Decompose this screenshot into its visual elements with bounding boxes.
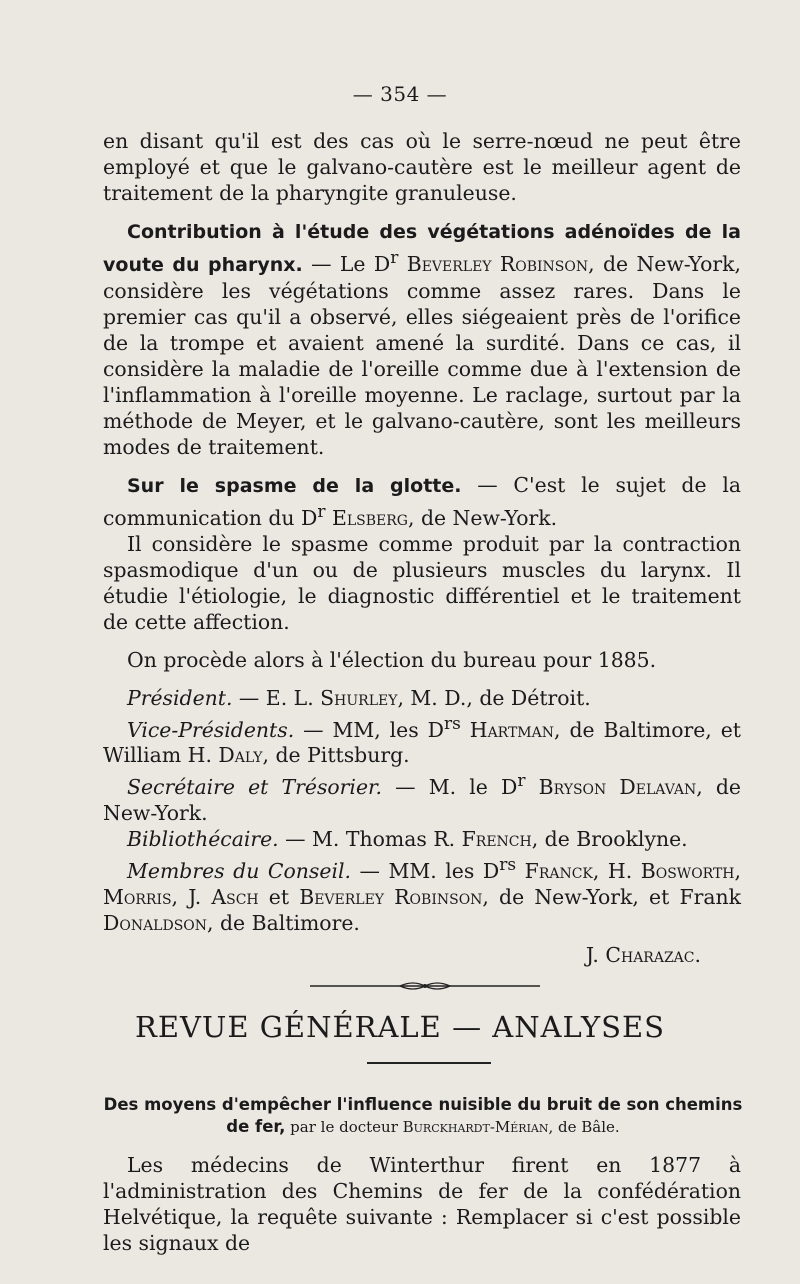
spasme-text-a: — C'est le sujet de la communication du D — [103, 472, 741, 530]
conseil-names3: Donaldson, — [103, 910, 214, 935]
paragraph-spasme — [103, 472, 741, 531]
paragraph-election: On procède alors à l'élection du bureau pour 1885. — [127, 647, 657, 672]
conseil-text-b: et — [258, 884, 300, 909]
spasme-sup: r — [317, 501, 326, 522]
bureau-conseil — [103, 852, 741, 936]
vp-text-b: de Baltimore, et William H. — [103, 717, 741, 768]
conseil-label: Membres du Conseil. — [127, 858, 351, 883]
conseil-text-d: de Baltimore. — [213, 910, 360, 935]
vp-text-a: — MM, les D — [294, 717, 444, 742]
contribution-author: Beverley Robinson, — [398, 251, 595, 276]
lib-name: French, — [461, 827, 539, 852]
spasme-heading: Sur le spasme de la glotte. — [127, 474, 462, 497]
article-byline-b: de Bâle. — [553, 1118, 620, 1136]
signature: J. Charazac. — [585, 942, 701, 967]
page-number: — 354 — — [352, 82, 448, 106]
lib-label: Bibliothécaire. — [127, 827, 279, 852]
main-text-column — [103, 128, 741, 968]
spasme-author: Elsberg, — [325, 505, 415, 530]
article-byline-a: par le docteur — [285, 1118, 403, 1136]
paragraph-contribution — [103, 218, 741, 460]
sec-text-b: de New-York. — [103, 775, 741, 826]
president-text-b: M. D., de Détroit. — [403, 685, 591, 710]
bureau-vice-presidents — [103, 711, 741, 769]
contribution-dash: — Le D — [302, 251, 391, 276]
vp-label: Vice-Présidents. — [127, 717, 295, 742]
president-name: Shurley, — [320, 685, 404, 710]
conseil-names: Franck, H. Bosworth, Morris, J. Asch — [103, 858, 741, 909]
contribution-heading: Contribution à l'étude des végétations adénoïdes de la voute du pharynx. — [103, 221, 741, 276]
paragraph-spasme-2: Il considère le spasme comme produit par la contraction spasmodique d'un ou de plusieurs muscles du larynx. Il étudie l'étiologie, le diagnostic différentiel et le traitement de cette affection. — [103, 531, 741, 634]
bureau-president — [103, 685, 741, 711]
president-label: Président. — [127, 685, 233, 710]
vp-sup: rs — [443, 713, 461, 734]
article-title — [103, 1094, 743, 1138]
contribution-sup: r — [390, 248, 399, 268]
sec-name: Bryson Delavan, — [525, 775, 703, 800]
paragraph-continuation: en disant qu'il est des cas où le serre-nœud ne peut être employé et que le galvano-cautère est le meilleur agent de traitement de la pharyngite granuleuse. — [103, 129, 741, 205]
lib-text-a: — M. Thomas R. — [278, 827, 462, 852]
conseil-text-c: de New-York, et Frank — [488, 884, 741, 909]
vp-name1: Hartman, — [460, 717, 561, 742]
article-body — [103, 1152, 741, 1256]
bureau-secretaire — [103, 768, 741, 826]
article-title-text: Des moyens d'empêcher l'influence nuisible du bruit de son chemins de fer, — [103, 1095, 743, 1136]
spasme-text-b: de New-York. — [414, 505, 558, 530]
lib-text-b: de Brooklyne. — [538, 827, 688, 852]
conseil-names2: Beverley Robinson, — [299, 884, 489, 909]
contribution-text: de New-York, considère les végétations comme assez rares. Dans le premier cas qu'il a observé, elles siégeaient près de l'orifice de la trompe et avaient amené la surdité. Dans ce cas, il considère la maladie de l'oreille comme due à l'extension de l'inflammation à l'oreille moyenne. Le raclage, surtout par la méthode de Meyer, et le galvano-cautère, sont les meilleurs modes de traitement. — [103, 251, 742, 459]
sec-label: Secrétaire et Trésorier. — [127, 775, 383, 800]
sec-text-a: — M. le D — [382, 775, 518, 800]
ornamental-divider-icon — [310, 979, 540, 993]
vp-text-c: de Pittsburg. — [269, 743, 410, 768]
conseil-text-a: — MM. les D — [350, 858, 500, 883]
section-title: REVUE GÉNÉRALE — ANALYSES — [134, 1010, 665, 1044]
article-byline-name: Burckhardt-Mérian, — [402, 1118, 554, 1136]
sec-sup: r — [517, 771, 526, 792]
vp-name2: Daly, — [218, 743, 269, 768]
president-text-a: — E. L. — [232, 685, 321, 710]
article-paragraph: Les médecins de Winterthur firent en 1877 à l'administration des Chemins de fer de la confédération Helvétique, la requête suivante : Remplacer si c'est possible les signaux de — [103, 1153, 741, 1255]
conseil-sup: rs — [499, 855, 517, 876]
bureau-bibliothecaire — [103, 826, 741, 852]
section-rule — [367, 1062, 491, 1064]
